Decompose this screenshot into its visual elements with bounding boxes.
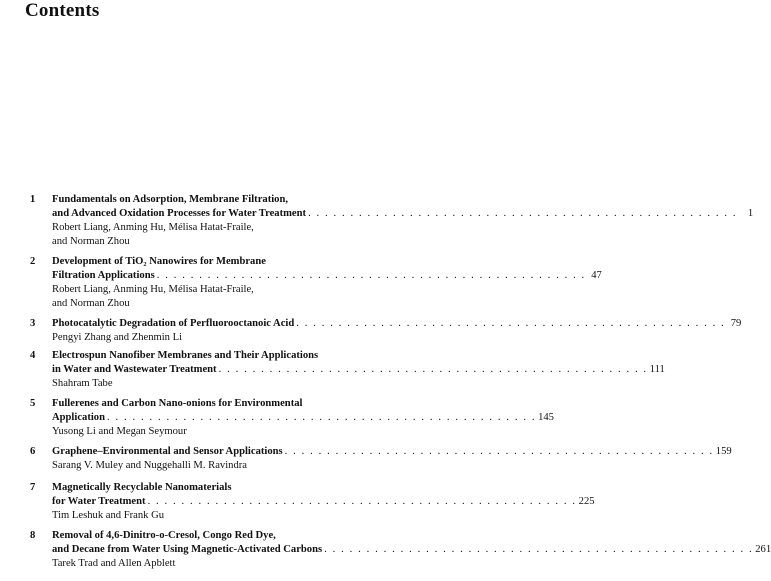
chapter-title-leader-line[interactable] <box>52 317 742 331</box>
dot-leader: . . . . . . . . . . . . . . . . . . . . . . . . . . . . . . . . . . . . . . . . . . . . . . . . . . . <box>324 544 754 555</box>
chapter-body <box>52 349 665 391</box>
page-number[interactable]: 261 <box>755 544 771 555</box>
chapter-authors: Sarang V. Muley and Nuggehalli M. Ravindra <box>52 460 247 471</box>
chapter-number: 8 <box>30 530 36 541</box>
chapter-title-line[interactable]: for Water Treatment <box>52 496 146 507</box>
chapter-title-line[interactable]: Development of TiO₂ Nanowires for Membrane <box>52 256 266 267</box>
dot-leader: . . . . . . . . . . . . . . . . . . . . . . . . . . . . . . . . . . . . . . . . . . . . . . . . . . . <box>296 318 726 329</box>
chapter-title-line[interactable]: Photocatalytic Degradation of Perfluorooctanoic Acid <box>52 318 295 329</box>
chapter-authors: Robert Liang, Anming Hu, Mélisa Hatat-Fraile, <box>52 284 254 295</box>
chapter-body <box>52 529 771 571</box>
page-number[interactable]: 225 <box>578 496 595 507</box>
chapter-number: 4 <box>30 350 36 361</box>
chapter-title-line[interactable]: Graphene–Environmental and Sensor Applications <box>52 446 283 457</box>
chapter-title-line[interactable]: and Advanced Oxidation Processes for Water Treatment <box>52 208 307 219</box>
dot-leader: . . . . . . . . . . . . . . . . . . . . . . . . . . . . . . . . . . . . . . . . . . . . . . . . . . . <box>284 446 714 457</box>
chapter-title-leader-line[interactable] <box>52 543 771 557</box>
chapter-authors: Robert Liang, Anming Hu, Mélisa Hatat-Fraile, <box>52 222 254 233</box>
chapter-title-leader-line[interactable] <box>52 445 732 459</box>
chapter-title-leader-line[interactable] <box>52 363 665 377</box>
chapter-authors: Shahram Tabe <box>52 378 113 389</box>
page-number[interactable]: 159 <box>715 446 732 457</box>
dot-leader: . . . . . . . . . . . . . . . . . . . . . . . . . . . . . . . . . . . . . . . . . . . . . . . . . . . <box>218 364 648 375</box>
chapter-title-line[interactable]: Magnetically Recyclable Nanomaterials <box>52 482 232 493</box>
dot-leader: . . . . . . . . . . . . . . . . . . . . . . . . . . . . . . . . . . . . . . . . . . . . . . . . . . . <box>156 270 586 281</box>
chapter-body <box>52 445 732 473</box>
chapter-authors: Pengyi Zhang and Zhenmin Li <box>52 332 183 343</box>
chapter-authors: Yusong Li and Megan Seymour <box>52 426 187 437</box>
chapter-number: 1 <box>30 194 36 205</box>
page-number[interactable]: 47 <box>591 270 602 281</box>
chapter-authors: and Norman Zhou <box>52 298 130 309</box>
chapter-title-line[interactable]: Fullerenes and Carbon Nano-onions for Environmental <box>52 398 303 409</box>
chapter-title-line[interactable]: in Water and Wastewater Treatment <box>52 364 217 375</box>
page-number[interactable]: 1 <box>747 208 754 219</box>
chapter-number: 6 <box>30 446 36 457</box>
chapter-title-line[interactable]: Fundamentals on Adsorption, Membrane Filtration, <box>52 194 289 205</box>
chapter-title-line[interactable]: and Decane from Water Using Magnetic-Activated Carbons <box>52 544 323 555</box>
chapter-body <box>52 193 754 249</box>
chapter-title-leader-line[interactable] <box>52 495 595 509</box>
chapter-authors: and Norman Zhou <box>52 236 130 247</box>
chapter-number: 7 <box>30 482 36 493</box>
chapter-number: 5 <box>30 398 36 409</box>
chapter-title-line[interactable]: Electrospun Nanofiber Membranes and Their Applications <box>52 350 319 361</box>
chapter-number: 3 <box>30 318 36 329</box>
dot-leader: . . . . . . . . . . . . . . . . . . . . . . . . . . . . . . . . . . . . . . . . . . . . . . . . . . . <box>147 496 577 507</box>
page-number[interactable]: 145 <box>538 412 554 423</box>
chapter-body <box>52 255 602 311</box>
dot-leader: . . . . . . . . . . . . . . . . . . . . . . . . . . . . . . . . . . . . . . . . . . . . . . . . . . . <box>106 412 537 423</box>
chapter-title-leader-line[interactable] <box>52 269 602 283</box>
chapter-title-line[interactable]: Filtration Applications <box>52 270 155 281</box>
dot-leader: . . . . . . . . . . . . . . . . . . . . . . . . . . . . . . . . . . . . . . . . . . . . . . . . . . . <box>308 208 738 219</box>
chapter-body <box>52 397 554 439</box>
chapter-title-leader-line[interactable] <box>52 411 554 425</box>
page-number[interactable]: 79 <box>730 318 742 329</box>
chapter-title-line[interactable]: Application <box>52 412 105 423</box>
chapter-title-leader-line[interactable] <box>52 207 754 221</box>
chapter-number: 2 <box>30 256 36 267</box>
chapter-body <box>52 317 742 345</box>
chapter-body <box>52 481 595 523</box>
chapter-title-line[interactable]: Removal of 4,6-Dinitro-o-Cresol, Congo Red Dye, <box>52 530 276 541</box>
chapter-authors: Tim Leshuk and Frank Gu <box>52 510 165 521</box>
chapter-authors: Tarek Trad and Allen Apblett <box>52 558 176 569</box>
page-number[interactable]: 111 <box>649 364 665 375</box>
page-title: Contents <box>25 0 100 21</box>
